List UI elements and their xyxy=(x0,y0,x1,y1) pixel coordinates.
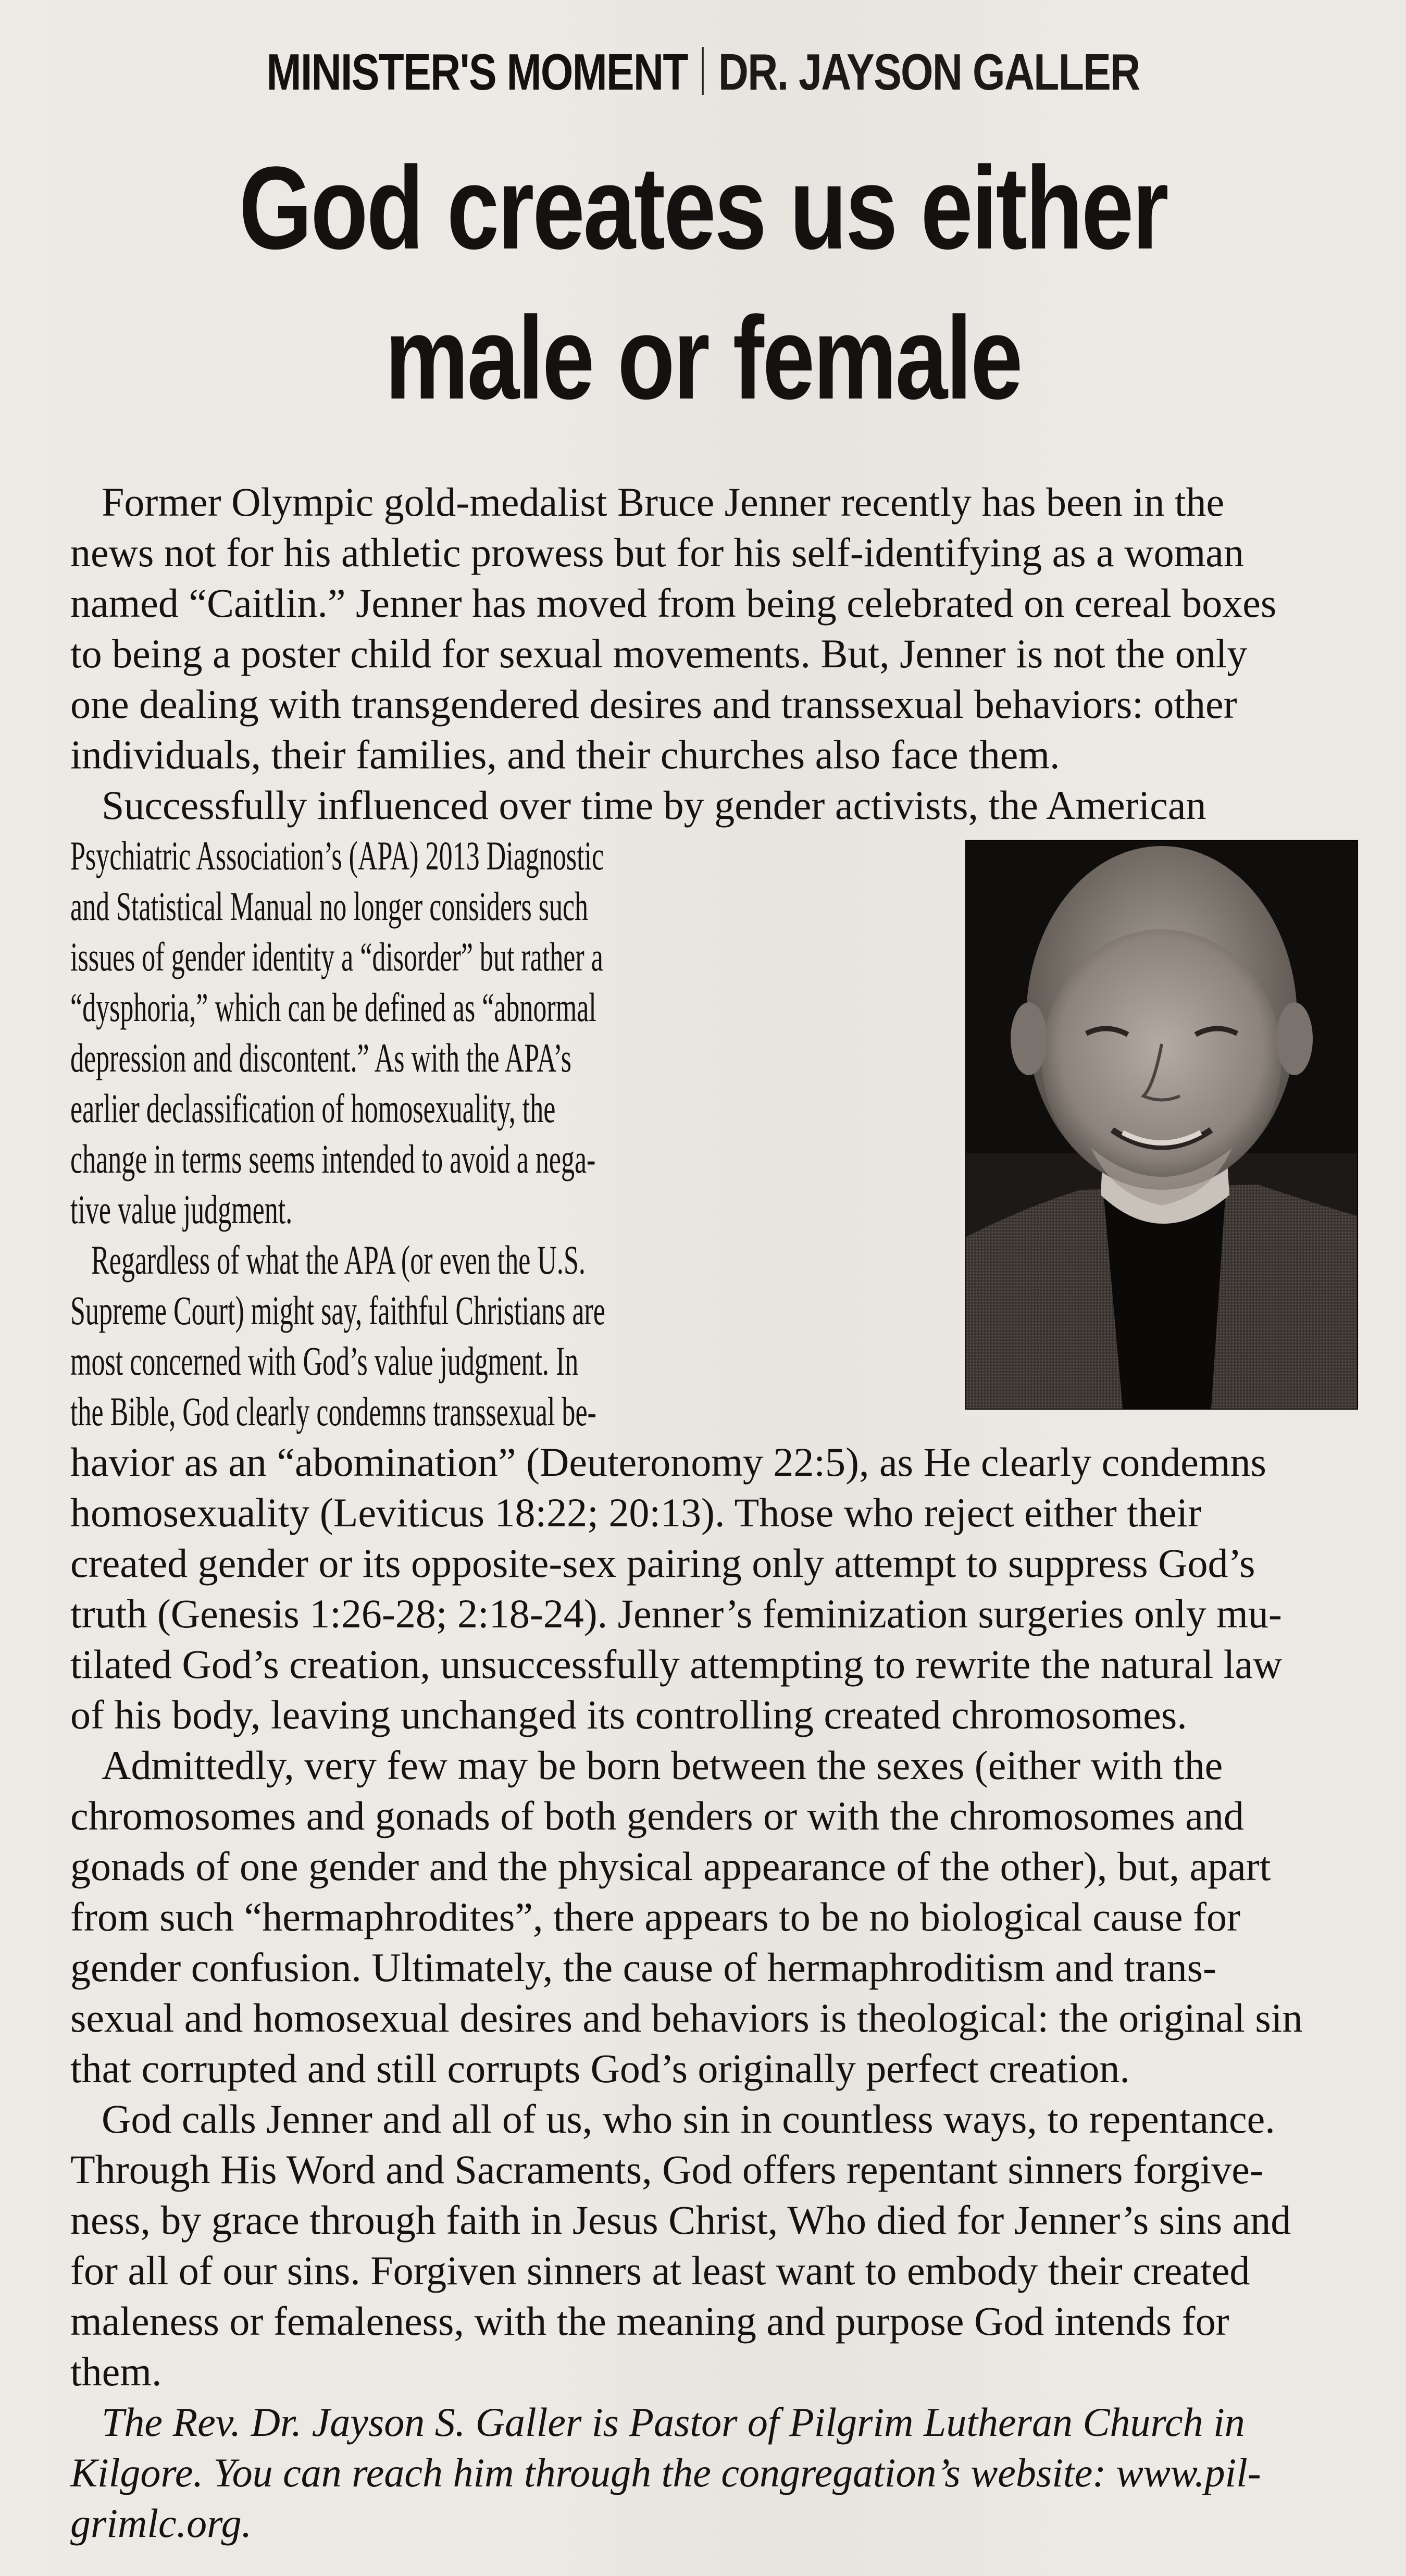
body-line: Supreme Court) might say, faithful Christians are xyxy=(70,1288,605,1333)
body-line: havior as an “abomination” (Deuteronomy 22:5), as He clearly condemns xyxy=(70,1439,1266,1485)
body-line: gonads of one gender and the physical appearance of the other), but, apart xyxy=(70,1844,1271,1889)
body-line: change in terms seems intended to avoid a nega- xyxy=(70,1136,596,1181)
column-header xyxy=(127,43,1279,101)
body-line: Psychiatric Association’s (APA) 2013 Diagnostic xyxy=(70,833,604,878)
headline-line-1: God creates us either xyxy=(239,142,1167,273)
body-line: Regardless of what the APA (or even the U.S. xyxy=(91,1237,586,1283)
body-line: news not for his athletic prowess but for his self-identifying as a woman xyxy=(70,530,1244,575)
body-line: earlier declassification of homosexuality, the xyxy=(70,1086,556,1131)
body-line: of his body, leaving unchanged its controlling created chromosomes. xyxy=(70,1692,1187,1737)
body-line: one dealing with transgendered desires and transsexual behaviors: other xyxy=(70,681,1237,727)
body-line: tilated God’s creation, unsuccessfully attempting to rewrite the natural law xyxy=(70,1641,1283,1687)
body-line: the Bible, God clearly condemns transsexual be- xyxy=(70,1389,596,1434)
headline-line-2: male or female xyxy=(384,292,1022,424)
body-line: most concerned with God’s value judgment. In xyxy=(70,1338,579,1384)
body-line: gender confusion. Ultimately, the cause of hermaphroditism and trans- xyxy=(70,1945,1216,1990)
author-name: DR. JAYSON GALLER xyxy=(718,43,1140,101)
author-bio-line: grimlc.org. xyxy=(70,2500,252,2546)
body-line: sexual and homosexual desires and behaviors is theological: the original sin xyxy=(70,1995,1303,2040)
body-line: that corrupted and still corrupts God’s originally perfect creation. xyxy=(70,2046,1130,2091)
body-line: and Statistical Manual no longer considers such xyxy=(70,883,589,929)
body-line: to being a poster child for sexual movements. But, Jenner is not the only xyxy=(70,631,1248,676)
body-line: homosexuality (Leviticus 18:22; 20:13). Those who reject either their xyxy=(70,1490,1202,1535)
body-line: depression and discontent.” As with the APA’s xyxy=(70,1035,571,1080)
headline xyxy=(141,133,1265,433)
body-line: chromosomes and gonads of both genders or with the chromosomes and xyxy=(70,1793,1244,1838)
body-line: for all of our sins. Forgiven sinners at least want to embody their created xyxy=(70,2248,1250,2293)
body-line: them. xyxy=(70,2349,162,2394)
body-line: ness, by grace through faith in Jesus Christ, Who died for Jenner’s sins and xyxy=(70,2197,1291,2243)
body-line: truth (Genesis 1:26-28; 2:18-24). Jenner’s feminization surgeries only mu- xyxy=(70,1591,1282,1636)
body-line: individuals, their families, and their churches also face them. xyxy=(70,732,1060,777)
body-line: “dysphoria,” which can be defined as “abnormal xyxy=(70,985,596,1030)
header-divider xyxy=(702,47,704,95)
body-line: issues of gender identity a “disorder” but rather a xyxy=(70,934,603,979)
body-line: Through His Word and Sacraments, God offers repentant sinners forgive- xyxy=(70,2147,1263,2192)
author-bio-line: Kilgore. You can reach him through the congregation’s website: www.pil- xyxy=(70,2450,1261,2495)
author-bio-line: The Rev. Dr. Jayson S. Galler is Pastor of Pilgrim Lutheran Church in xyxy=(102,2399,1245,2445)
body-line: from such “hermaphrodites”, there appears to be no biological cause for xyxy=(70,1894,1240,1939)
body-line: God calls Jenner and all of us, who sin in countless ways, to repentance. xyxy=(102,2096,1275,2142)
body-line: maleness or femaleness, with the meaning and purpose God intends for xyxy=(70,2298,1229,2344)
article-body xyxy=(70,477,1367,2548)
body-line: created gender or its opposite-sex pairing only attempt to suppress God’s xyxy=(70,1540,1255,1586)
body-line: tive value judgment. xyxy=(70,1187,293,1232)
body-line: Successfully influenced over time by gender activists, the American xyxy=(102,782,1206,828)
body-line: Former Olympic gold-medalist Bruce Jenner recently has been in the xyxy=(102,479,1225,525)
column-name: MINISTER'S MOMENT xyxy=(266,43,688,101)
body-line: named “Caitlin.” Jenner has moved from being celebrated on cereal boxes xyxy=(70,580,1277,626)
body-line: Admittedly, very few may be born between the sexes (either with the xyxy=(102,1743,1223,1788)
